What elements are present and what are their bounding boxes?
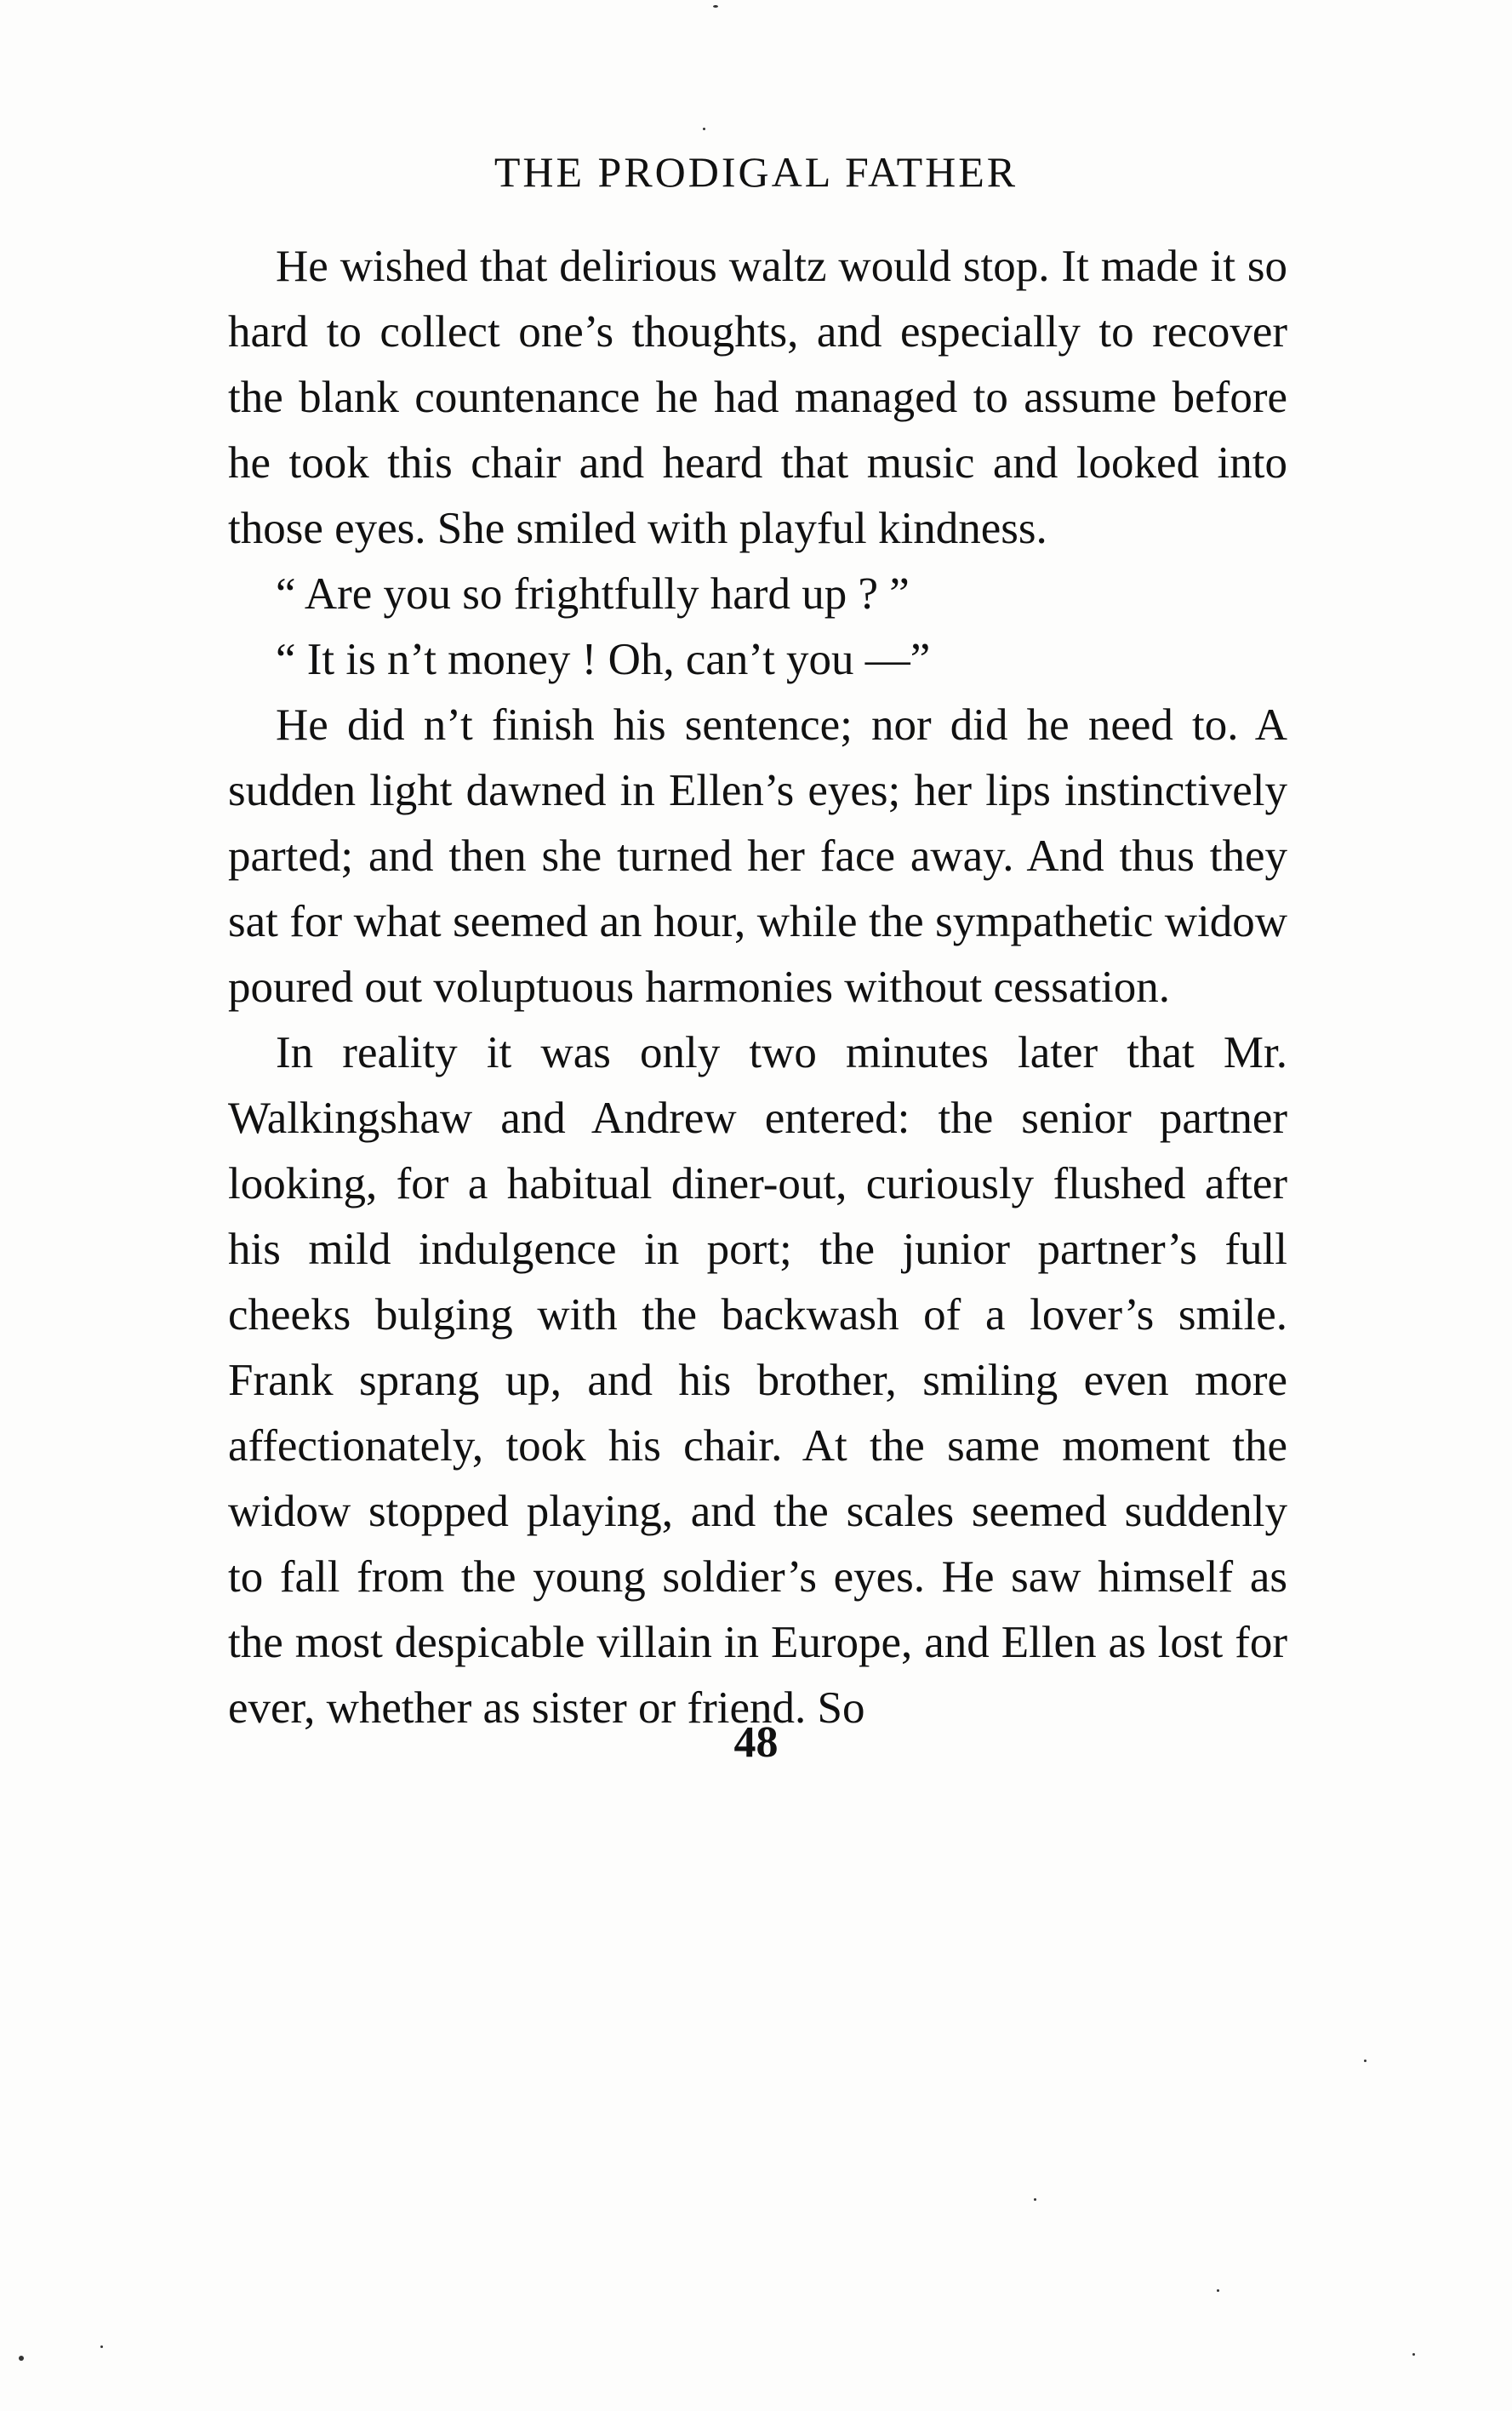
scan-speck	[1217, 2289, 1219, 2292]
running-head: THE PRODIGAL FATHER	[494, 148, 1018, 196]
dialogue-line: “ Are you so frightfully hard up ? ”	[276, 569, 910, 619]
scan-speck	[1412, 2353, 1415, 2356]
page-number: 48	[733, 1718, 779, 1767]
scan-speck	[703, 128, 705, 130]
body-text	[228, 234, 1287, 1741]
dialogue-line: “ It is n’t money ! Oh, can’t you —”	[276, 635, 931, 684]
scan-speck	[1364, 2060, 1367, 2062]
paragraph: In reality it was only two minutes later that Mr. Walkingshaw and Andrew entered: the senior partner looking, for a habitual diner-out, curiously flushed after his mild indulgence in port; the junior partner’s full cheeks bulging with the backwash of a lover’s smile. Frank sprang up, and his brother, smiling even more affectionately, took his chair. At the same moment the widow stopped playing, and the scales seemed suddenly to fall from the young soldier’s eyes. He saw himself as the most despicable villain in Europe, and Ellen as lost for ever, whether as sister or friend. So	[228, 1028, 1287, 1733]
paragraph: He did n’t finish his sentence; nor did he need to. A sudden light dawned in Ellen’s eyes; her lips instinctively parted; and then she turned her face away. And thus they sat for what seemed an hour, while the sympathetic widow poured out voluptuous harmonies without cessation.	[228, 700, 1287, 1012]
scan-speck	[1034, 2198, 1036, 2201]
scan-speck	[100, 2345, 103, 2348]
scan-speck	[19, 2356, 24, 2361]
scan-speck	[713, 5, 718, 8]
paragraph: He wished that delirious waltz would stop. It made it so hard to collect one’s thoughts, and especially to recover the blank countenance he had managed to assume before he took this chair and heard that music and looked into those eyes. She smiled with playful kindness.	[228, 242, 1287, 553]
